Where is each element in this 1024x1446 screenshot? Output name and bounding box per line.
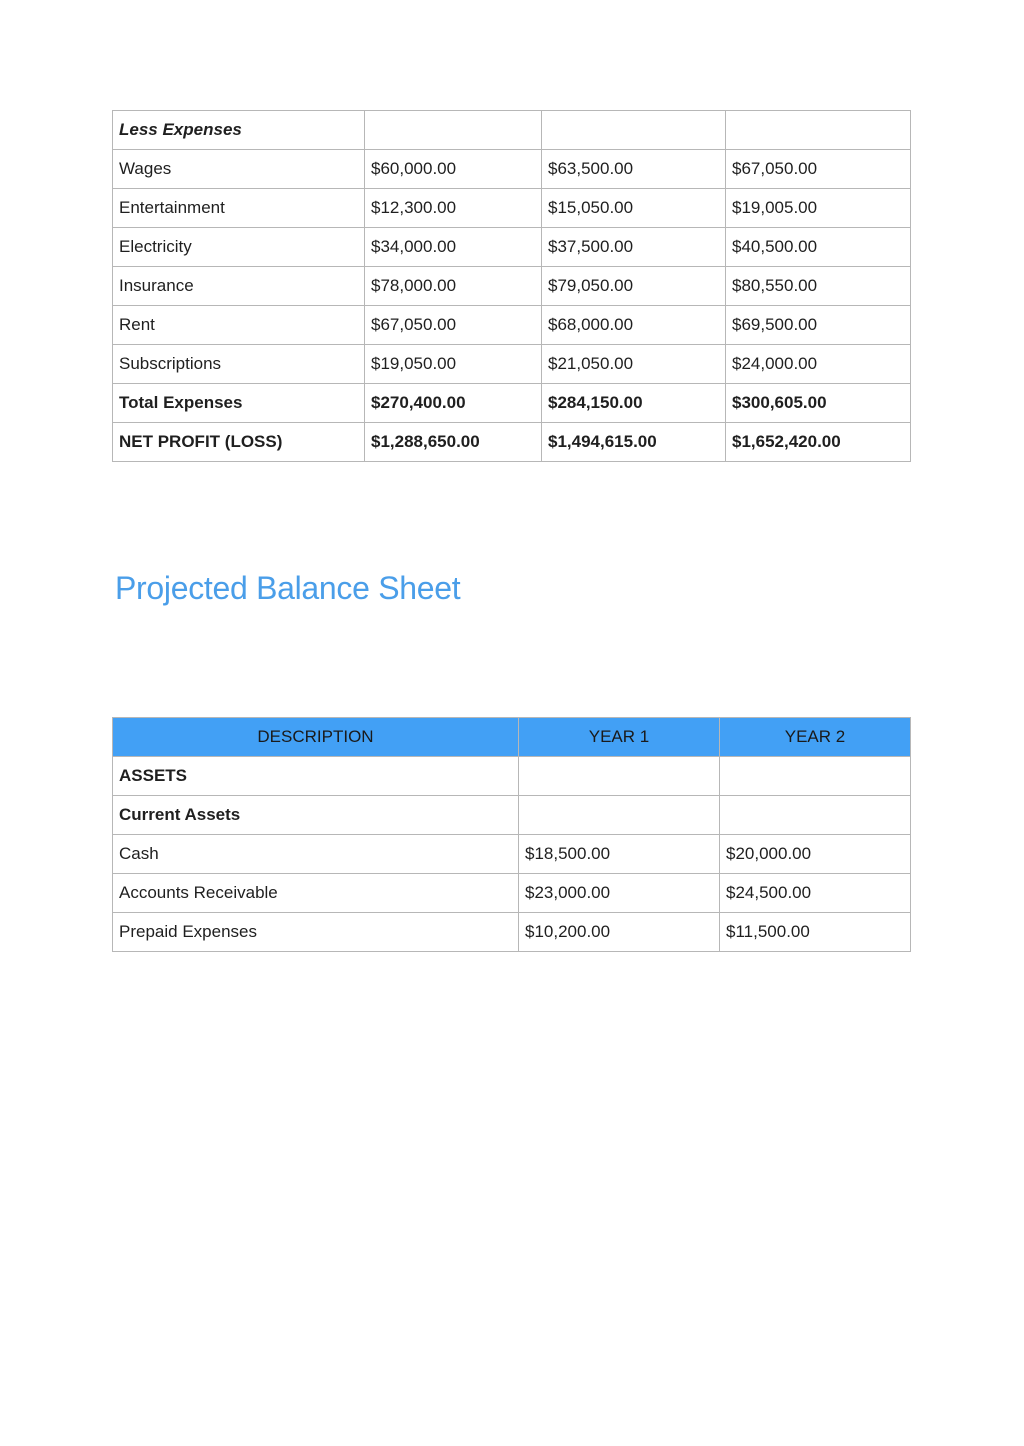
table-row [113, 111, 911, 150]
value-cell: $19,005.00 [726, 189, 911, 228]
table-row [113, 189, 911, 228]
row-label: Rent [113, 306, 365, 345]
value-cell: $21,050.00 [542, 345, 726, 384]
value-cell: $18,500.00 [519, 835, 720, 874]
value-cell: $37,500.00 [542, 228, 726, 267]
table-row [113, 150, 911, 189]
row-label: Subscriptions [113, 345, 365, 384]
value-cell: $1,494,615.00 [542, 423, 726, 462]
value-cell: $23,000.00 [519, 874, 720, 913]
value-cell: $63,500.00 [542, 150, 726, 189]
table-row [113, 913, 911, 952]
value-cell: $34,000.00 [365, 228, 542, 267]
row-label: Accounts Receivable [113, 874, 519, 913]
value-cell: $12,300.00 [365, 189, 542, 228]
empty-cell [720, 796, 911, 835]
value-cell: $69,500.00 [726, 306, 911, 345]
value-cell: $80,550.00 [726, 267, 911, 306]
section-title: Projected Balance Sheet [115, 570, 461, 606]
value-cell: $300,605.00 [726, 384, 911, 423]
table-row [113, 267, 911, 306]
value-cell: $79,050.00 [542, 267, 726, 306]
empty-cell [720, 757, 911, 796]
row-label: ASSETS [113, 757, 519, 796]
value-cell: $15,050.00 [542, 189, 726, 228]
total-expenses-row [113, 384, 911, 423]
column-header-year-1: YEAR 1 [519, 718, 720, 757]
net-profit-row [113, 423, 911, 462]
value-cell: $284,150.00 [542, 384, 726, 423]
row-label: Insurance [113, 267, 365, 306]
row-label: Current Assets [113, 796, 519, 835]
column-header-year-2: YEAR 2 [720, 718, 911, 757]
empty-cell [519, 796, 720, 835]
table-row [113, 874, 911, 913]
section-row-assets [113, 757, 911, 796]
row-label: Prepaid Expenses [113, 913, 519, 952]
expenses-table [112, 110, 911, 462]
empty-cell [726, 111, 911, 150]
value-cell: $40,500.00 [726, 228, 911, 267]
row-label: Wages [113, 150, 365, 189]
row-label: Entertainment [113, 189, 365, 228]
value-cell: $78,000.00 [365, 267, 542, 306]
value-cell: $270,400.00 [365, 384, 542, 423]
section-row-current-assets [113, 796, 911, 835]
row-label: Cash [113, 835, 519, 874]
row-label: Electricity [113, 228, 365, 267]
value-cell: $60,000.00 [365, 150, 542, 189]
row-label: Total Expenses [113, 384, 365, 423]
less-expenses-label: Less Expenses [113, 111, 365, 150]
value-cell: $1,652,420.00 [726, 423, 911, 462]
table-header-row [113, 718, 911, 757]
value-cell: $20,000.00 [720, 835, 911, 874]
empty-cell [542, 111, 726, 150]
table-row [113, 345, 911, 384]
empty-cell [519, 757, 720, 796]
row-label: NET PROFIT (LOSS) [113, 423, 365, 462]
table-row [113, 228, 911, 267]
table-row [113, 835, 911, 874]
value-cell: $19,050.00 [365, 345, 542, 384]
empty-cell [365, 111, 542, 150]
table-row [113, 306, 911, 345]
value-cell: $67,050.00 [365, 306, 542, 345]
value-cell: $24,000.00 [726, 345, 911, 384]
value-cell: $1,288,650.00 [365, 423, 542, 462]
column-header-description: DESCRIPTION [113, 718, 519, 757]
balance-sheet-table [112, 717, 911, 952]
value-cell: $68,000.00 [542, 306, 726, 345]
value-cell: $11,500.00 [720, 913, 911, 952]
value-cell: $10,200.00 [519, 913, 720, 952]
value-cell: $24,500.00 [720, 874, 911, 913]
value-cell: $67,050.00 [726, 150, 911, 189]
